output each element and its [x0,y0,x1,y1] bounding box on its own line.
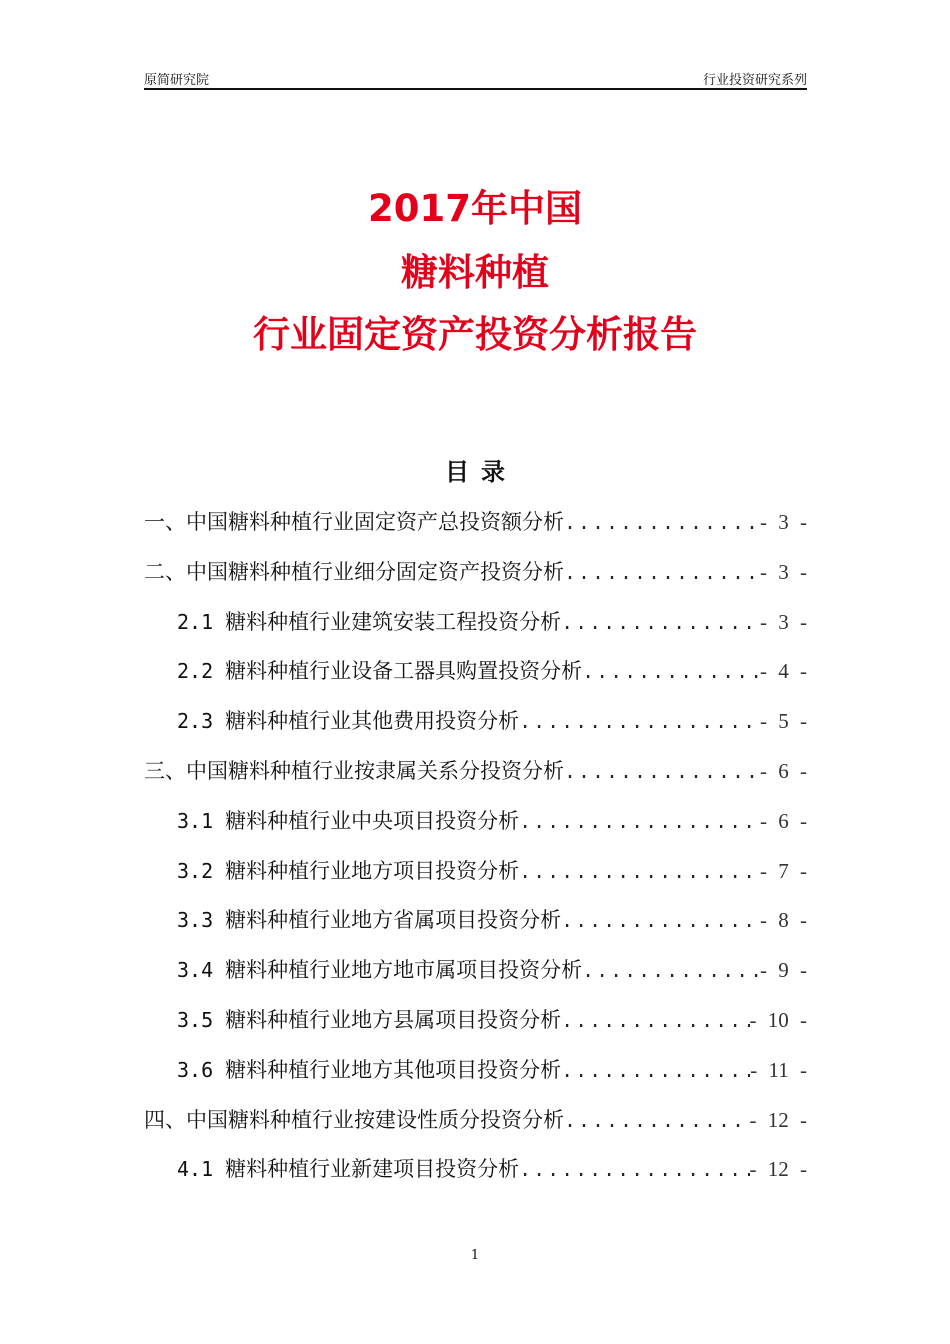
toc-leader-dots [561,911,760,934]
toc-entry-page: - 7 - [760,858,807,883]
toc-entry-text: 糖料种植行业地方省属项目投资分析 [225,908,562,933]
page-number: 1 [470,1248,480,1263]
toc-entry-page: - 4 - [760,659,807,684]
toc-entry-page: - 8 - [760,908,807,933]
toc-entry[interactable] [144,606,807,656]
toc-leader-dots [561,613,760,636]
toc-entry[interactable] [144,506,807,556]
toc-entry-text: 四、中国糖料种植行业按建设性质分投资分析 [144,1107,564,1132]
toc-entry-text: 二、中国糖料种植行业细分固定资产投资分析 [144,559,564,584]
toc-entry[interactable] [144,954,807,1004]
toc-entry-number: 3.5 [177,1007,214,1032]
toc-entry[interactable] [144,1054,807,1104]
toc-entry-text: 三、中国糖料种植行业按隶属关系分投资分析 [144,758,564,783]
toc-entry[interactable] [144,655,807,705]
toc-entry-text: 糖料种植行业地方地市属项目投资分析 [225,958,583,983]
toc-leader-dots [519,812,760,835]
toc-entry-page: - 6 - [760,758,807,783]
toc-entry-page: - 3 - [760,609,807,634]
toc-leader-dots [561,1061,750,1084]
toc-entry-page: - 11 - [750,1057,807,1082]
toc-entry[interactable] [144,904,807,954]
toc-entry[interactable] [144,755,807,805]
toc-entry-text: 糖料种植行业地方其他项目投资分析 [225,1057,562,1082]
toc-entry-page: - 9 - [760,958,807,983]
header-right: 行业投资研究系列 [702,73,807,88]
toc-leader-dots [582,662,760,685]
toc-entry-text: 糖料种植行业中央项目投资分析 [225,808,520,833]
toc-entry-text: 糖料种植行业地方项目投资分析 [225,858,520,883]
toc-entry-number: 3.1 [177,808,214,833]
toc-entry-number: 3.4 [177,958,214,983]
toc-leader-dots [582,961,760,984]
toc-entry-number: 2.2 [177,659,214,684]
toc-entry[interactable] [144,855,807,905]
toc-entry[interactable] [144,805,807,855]
toc-entry-page: - 12 - [749,1157,807,1182]
toc-leader-dots [564,762,760,785]
title-line-2: 糖料种植 [401,251,549,294]
toc-entry-number: 3.2 [177,858,214,883]
toc-entry[interactable] [144,705,807,755]
toc-leader-dots [519,1160,749,1183]
toc-entry-page: - 5 - [760,709,807,734]
toc-entry-page: - 12 - [749,1107,807,1132]
toc-leader-dots [564,1111,750,1134]
toc-entry-text: 糖料种植行业地方县属项目投资分析 [225,1007,562,1032]
toc-entry[interactable] [144,556,807,606]
toc-leader-dots [519,862,760,885]
toc-entry-text: 糖料种植行业设备工器具购置投资分析 [225,659,583,684]
toc-entry-text: 糖料种植行业建筑安装工程投资分析 [225,609,562,634]
page-header [144,68,807,90]
toc-entry-page: - 3 - [760,559,807,584]
toc-entry-page: - 6 - [760,808,807,833]
toc-entry-number: 2.3 [177,709,214,734]
toc-entry-page: - 3 - [760,510,807,534]
title-line-3: 行业固定资产投资分析报告 [253,313,697,356]
toc-entry-number: 2.1 [177,609,214,634]
table-of-contents [144,506,807,1203]
toc-entry[interactable] [144,1004,807,1054]
toc-heading: 目录 [445,458,517,486]
header-left: 原简研究院 [144,73,210,88]
toc-entry[interactable] [144,1153,807,1203]
toc-entry-number: 4.1 [177,1157,214,1182]
toc-entry-text: 糖料种植行业其他费用投资分析 [225,709,520,734]
toc-entry-number: 3.6 [177,1057,214,1082]
toc-leader-dots [519,712,760,735]
toc-entry-page: - 10 - [749,1007,807,1032]
toc-entry-text: 糖料种植行业新建项目投资分析 [225,1157,520,1182]
toc-entry-number: 3.3 [177,908,214,933]
title-line-1: 2017年中国 [368,187,582,230]
toc-leader-dots [561,1011,749,1034]
toc-entry[interactable] [144,1104,807,1154]
toc-entry-text: 一、中国糖料种植行业固定资产总投资额分析 [144,510,564,534]
toc-leader-dots [564,563,760,586]
toc-leader-dots [564,513,760,536]
